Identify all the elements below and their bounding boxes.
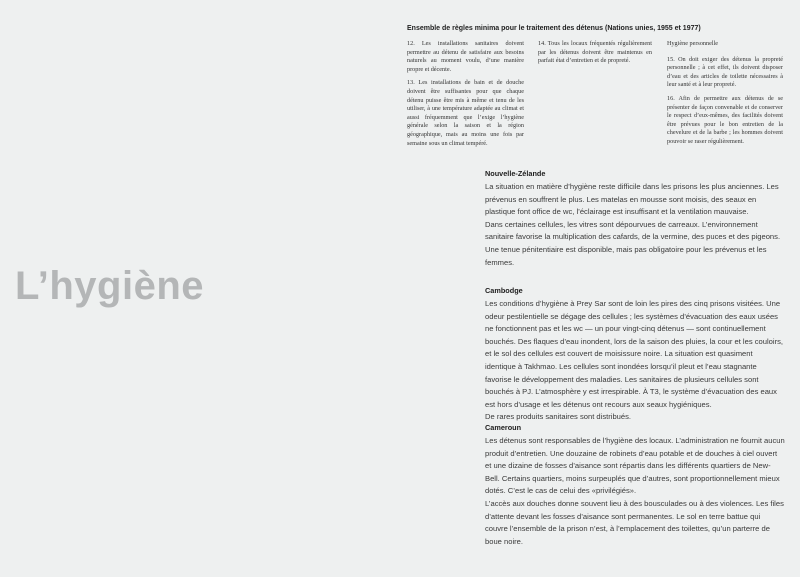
paragraph: Une tenue pénitentiaire est disponible, mais pas obligatoire pour les prévenus et les femmes.	[485, 244, 767, 267]
paragraph: De rares produits sanitaires sont distribués.	[485, 412, 632, 422]
section-nouvelle-zelande	[485, 169, 785, 269]
rule-13: 13. Les installations de bain et de douche doivent être suffisantes pour que chaque détenu puisse être mis à même et tenu de les utiliser, à une température adaptée au climat et aussi fréquemment que l’exige l’hygiène générale selon la saison et la région géographique, mais au moins une fois par semaine sous un climat tempéré.	[407, 79, 524, 147]
page-title: L’hygiène	[15, 264, 204, 308]
paragraph: L’accès aux douches donne souvent lieu à des bousculades ou à des violences. Les files d’attente devant les fosses d’aisance sont permanentes. Le sol en terre battue qui couvre l’ensemble de la prison n’est, à l’emplacement des toilettes, qu’un parterre de boue noire.	[485, 498, 784, 546]
rule-12: 12. Les installations sanitaires doivent permettre au détenu de satisfaire aux besoins naturels au moment voulu, d’une manière propre et décente.	[407, 40, 524, 73]
rules-column-1	[407, 40, 524, 153]
paragraph: Dans certaines cellules, les vitres sont dépourvues de carreaux. L’environnement sanitaire favorise la multiplication des cafards, de la vermine, des puces et des pigeons.	[485, 219, 781, 242]
rule-15: 15. On doit exiger des détenus la propreté personnelle ; à cet effet, ils doivent disposer d’eau et des articles de toilette nécessaires à leur santé et à leur propreté.	[667, 55, 783, 89]
section-cameroun	[485, 423, 785, 548]
rules-column-2	[538, 40, 652, 71]
rule-14: 14. Tous les locaux fréquentés régulièrement par les détenus doivent être maintenus en parfait état d’entretien et de propreté.	[538, 40, 652, 65]
section-heading: Nouvelle-Zélande	[485, 169, 546, 178]
rules-subheading: Hygiène personnelle	[667, 40, 719, 47]
section-heading: Cameroun	[485, 423, 522, 432]
section-heading: Cambodge	[485, 286, 523, 295]
rules-column-3	[667, 40, 783, 152]
paragraph: Les conditions d’hygiène à Prey Sar sont de loin les pires des cinq prisons visitées. Une odeur pestilentielle se dégage des cellules ; les systèmes d’évacuation des eaux usées ne fonctionnent pas et les wc — un pour vingt-cinq détenus — sont continuellement bouchés. Des flaques d’eau inondent, lors de la saison des pluies, la cour et les couloirs, et le sol des cellules est couvert de moisissure noire. La situation est quasiment identique à Takhmao. Les cellules sont inondées lorsqu’il pleut et l’eau stagnante favorise le développement des maladies. Les sanitaires de plusieurs cellules sont bouchés à PJ. L’atmosphère y est irrespirable. À T3, le système d’évacuation des eaux est hors d’usage et les détenus ont recours aux seaux hygiéniques.	[485, 299, 784, 409]
paragraph: La situation en matière d’hygiène reste difficile dans les prisons les plus anciennes. Les prévenus en souffrent le plus. Les matelas en mousse sont moisis, des seaux en plastique font office de wc, l’éclairage est insuffisant et la ventilation mauvaise.	[485, 182, 779, 217]
paragraph: Les détenus sont responsables de l’hygiène des locaux. L’administration ne fournit aucun produit d’entretien. Une douzaine de robinets d’eau potable et de douches à ciel ouvert et une dizaine de fosses d’aisance sont répartis dans les différents quartiers de New-Bell. Certains quartiers, moins surpeuplés que d’autres, sont proportionnellement mieux dotés. C’est le cas de celui des «privilégiés».	[485, 436, 785, 496]
rule-16: 16. Afin de permettre aux détenus de se présenter de façon convenable et de conserver le respect d’eux-mêmes, des facilités doivent être prévues pour le bon entretien de la chevelure et de la barbe ; les hommes doivent pouvoir se raser régulièrement.	[667, 94, 783, 145]
rules-heading: Ensemble de règles minima pour le traitement des détenus (Nations unies, 1955 et 1977)	[407, 25, 701, 32]
section-cambodge	[485, 286, 785, 424]
